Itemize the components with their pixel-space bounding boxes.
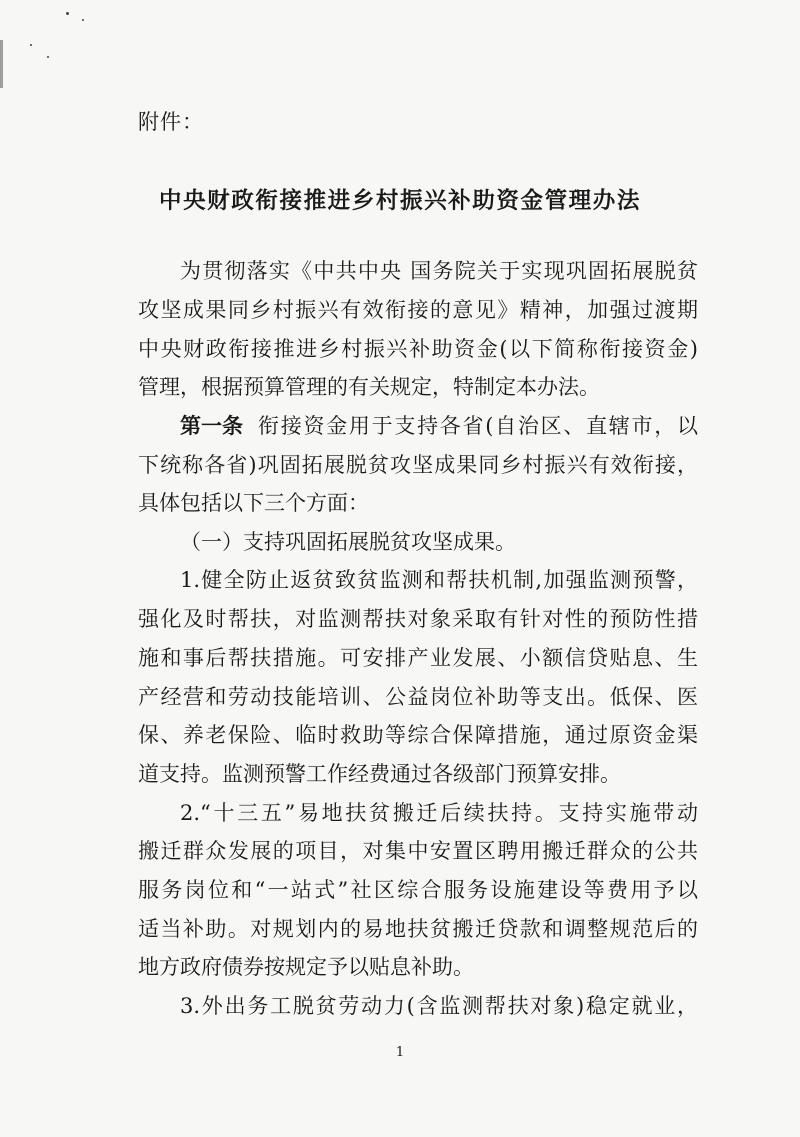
paragraph-line: 下统称各省)巩固拓展脱贫攻坚成果同乡村振兴有效衔接， [138, 453, 698, 477]
paragraph-line: 适当补助。对规划内的易地扶贫搬迁贷款和调整规范后的 [138, 917, 698, 941]
scan-speck [30, 44, 32, 46]
paragraph-line: 具体包括以下三个方面： [138, 491, 369, 515]
paragraph-line: 中央财政衔接推进乡村振兴补助资金(以下简称衔接资金) [138, 337, 698, 361]
paragraph-line: 3.外出务工脱贫劳动力(含监测帮扶对象)稳定就业， [180, 994, 698, 1018]
paragraph-line: 衔接资金用于支持各省(自治区、直辖市，以 [258, 414, 698, 438]
scan-edge-mark [0, 40, 3, 88]
paragraph-line: 保、养老保险、临时救助等综合保障措施，通过原资金渠 [138, 723, 698, 747]
attachment-label: 附件： [138, 110, 204, 134]
paragraph-line: 地方政府债券按规定予以贴息补助。 [138, 955, 474, 979]
paragraph-line: 强化及时帮扶，对监测帮扶对象采取有针对性的预防性措 [138, 607, 698, 631]
section-heading: （一）支持巩固拓展脱贫攻坚成果。 [180, 530, 516, 554]
paragraph-line: 道支持。监测预警工作经费通过各级部门预算安排。 [138, 762, 621, 786]
paragraph-line: 为贯彻落实《中共中央 国务院关于实现巩固拓展脱贫 [180, 259, 698, 283]
scan-speck [47, 56, 49, 58]
paragraph-line: 2.“十三五”易地扶贫搬迁后续扶持。支持实施带动 [180, 801, 698, 825]
paragraph-line: 服务岗位和“一站式”社区综合服务设施建设等费用予以 [138, 878, 698, 902]
paragraph-line: 攻坚成果同乡村振兴有效衔接的意见》精神，加强过渡期 [138, 298, 698, 322]
paragraph-line: 施和事后帮扶措施。可安排产业发展、小额信贷贴息、生 [138, 646, 698, 670]
paragraph-line: 1.健全防止返贫致贫监测和帮扶机制,加强监测预警， [180, 568, 698, 592]
article-label: 第一条 [180, 414, 243, 438]
paragraph-line: 搬迁群众发展的项目，对集中安置区聘用搬迁群众的公共 [138, 839, 698, 863]
page-number: 1 [395, 1045, 405, 1060]
document-title: 中央财政衔接推进乡村振兴补助资金管理办法 [158, 188, 641, 214]
scan-speck [66, 12, 69, 15]
paragraph-line: 产经营和劳动技能培训、公益岗位补助等支出。低保、医 [138, 685, 698, 709]
paragraph-line: 管理，根据预算管理的有关规定，特制定本办法。 [138, 375, 600, 399]
scan-speck [82, 19, 84, 21]
